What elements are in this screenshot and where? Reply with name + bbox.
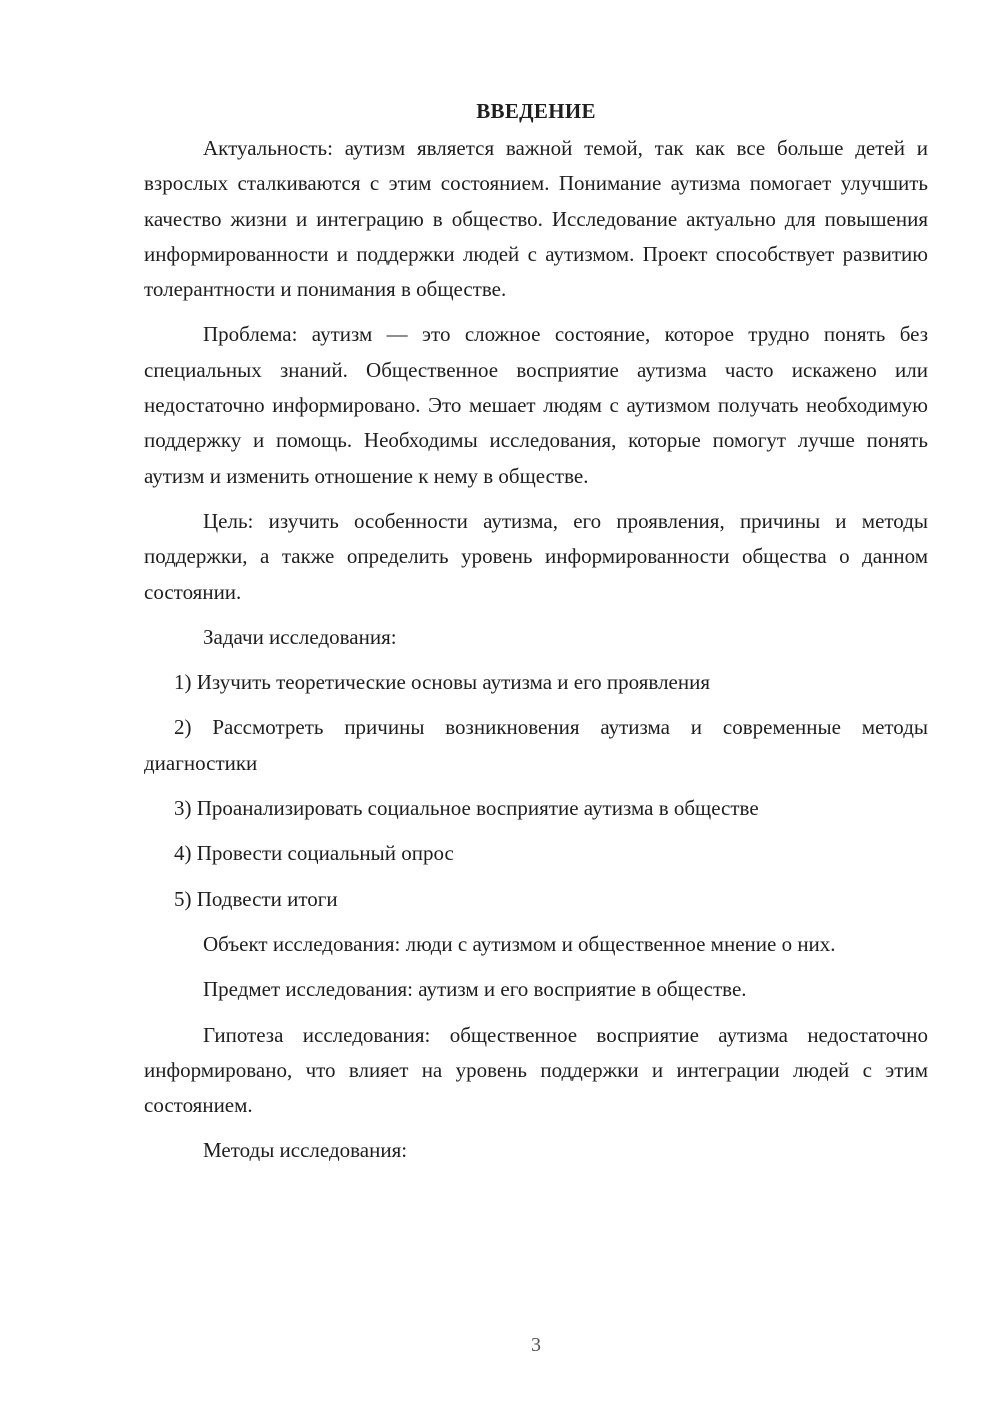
problem-paragraph: Проблема: аутизм — это сложное состояние, которое трудно понять без специальных знаний. Общественное восприятие аутизма часто искажено или недостаточно информировано. Это мешает людям с аутизмом получать необходимую поддержку и помощь. Необходимы исследования, которые помогут лучше понять аутизм и изменить отношение к нему в обществе. [144, 322, 928, 488]
section-heading: ВВЕДЕНИЕ [476, 99, 596, 123]
task-item-4: 4) Провести социальный опрос [174, 841, 454, 866]
tasks-heading: Задачи исследования: [203, 624, 397, 649]
goal-paragraph: Цель: изучить особенности аутизма, его проявления, причины и методы поддержки, а также определить уровень информированности общества о данном состоянии. [144, 508, 928, 604]
subject-paragraph: Предмет исследования: аутизм и его восприятие в обществе. [203, 977, 747, 1002]
task-item-1: 1) Изучить теоретические основы аутизма и его проявления [174, 670, 711, 695]
relevance-paragraph: Актуальность: аутизм является важной темой, так как все больше детей и взрослых сталкиваются с этим состоянием. Понимание аутизма помогает улучшить качество жизни и интеграцию в общество. Исследование актуально для повышения информированности и поддержки людей с аутизмом. Проект способствует развитию толерантности и понимания в обществе. [144, 136, 928, 302]
task-item-2: 2) Рассмотреть причины возникновения аутизма и современные методы диагностики [144, 715, 928, 775]
hypothesis-paragraph: Гипотеза исследования: общественное восприятие аутизма недостаточно информировано, что влияет на уровень поддержки и интеграции людей с этим состоянием. [144, 1022, 928, 1118]
object-paragraph: Объект исследования: люди с аутизмом и общественное мнение о них. [203, 931, 836, 956]
task-item-3: 3) Проанализировать социальное восприятие аутизма в обществе [174, 796, 759, 821]
page-content [144, 95, 928, 1179]
page-number: 3 [531, 1334, 541, 1356]
methods-heading: Методы исследования: [203, 1138, 408, 1163]
task-item-5: 5) Подвести итоги [174, 886, 338, 911]
